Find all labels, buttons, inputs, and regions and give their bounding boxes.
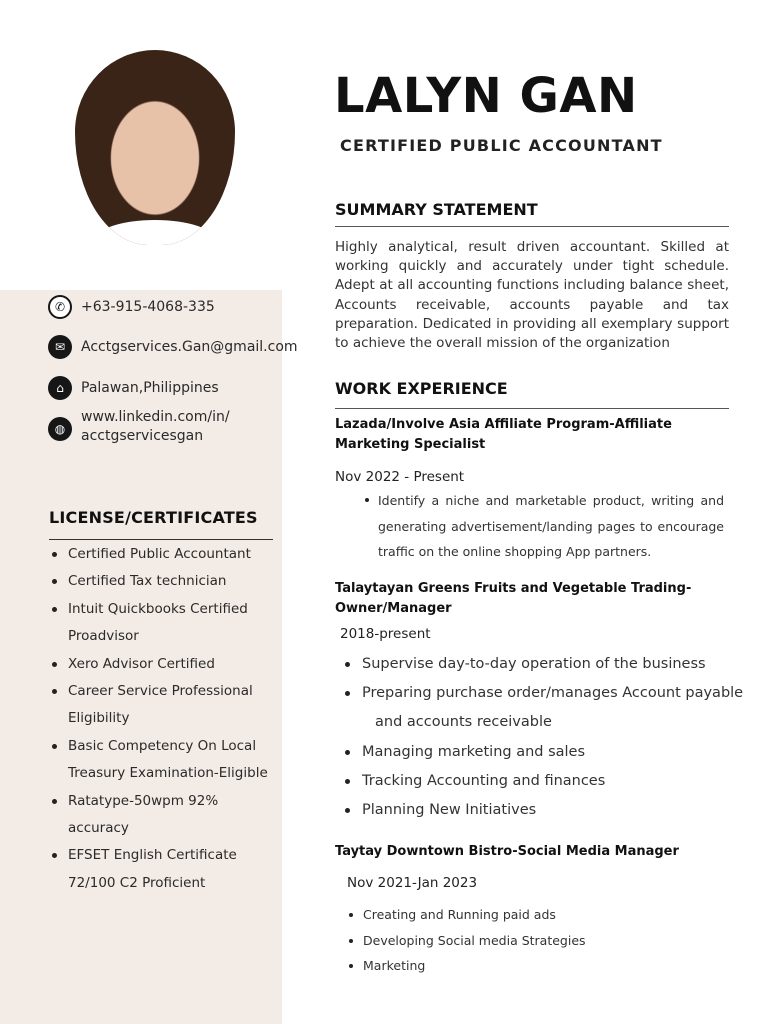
job-title: Talaytayan Greens Fruits and Vegetable Trading-Owner/Manager — [335, 581, 692, 616]
linkedin-text[interactable] — [81, 408, 296, 446]
summary-text: Highly analytical, result driven accountant. Skilled at working quickly and accurately under tight schedule. Adept at all accounting functions including balance sheet, Accounts receivable, accounts payable and tax preparation. Dedicated in providing all exemplary support to achieve the overall mission of the organization — [335, 239, 729, 352]
licenses-divider — [49, 539, 273, 540]
linkedin-line-1: www.linkedin.com/in/ — [81, 409, 230, 425]
profile-photo — [75, 50, 235, 245]
list-item: EFSET English Certificate 72/100 C2 Proficient — [49, 842, 281, 897]
list-item: Xero Advisor Certified — [49, 651, 281, 678]
summary-heading: SUMMARY STATEMENT — [335, 200, 538, 219]
list-item-text: Preparing purchase order/manages Account payable — [362, 685, 744, 702]
job-title: Lazada/Involve Asia Affiliate Program-Affiliate Marketing Specialist — [335, 417, 672, 452]
candidate-name: LALYN GAN — [334, 68, 638, 124]
experience-heading: WORK EXPERIENCE — [335, 379, 508, 398]
list-item: Managing marketing and sales — [341, 738, 751, 767]
job-bullets — [345, 902, 725, 979]
job-date: Nov 2022 - Present — [335, 469, 465, 485]
job-title: Taytay Downtown Bistro-Social Media Manager — [335, 844, 679, 859]
job-date: 2018-present — [340, 626, 431, 642]
job-bullets — [341, 650, 751, 825]
list-item — [341, 679, 751, 737]
list-item: Planning New Initiatives — [341, 796, 751, 825]
list-item: Tracking Accounting and finances — [341, 767, 751, 796]
mail-icon: ✉ — [48, 335, 72, 359]
list-item: Career Service Professional Eligibility — [49, 678, 281, 733]
list-item: Developing Social media Strategies — [345, 928, 725, 954]
location-text: Palawan,Philippines — [81, 380, 219, 396]
licenses-heading: LICENSE/CERTIFICATES — [49, 508, 258, 527]
linkedin-line-2: acctgservicesgan — [81, 428, 204, 444]
experience-divider — [335, 408, 729, 409]
photo-portrait — [75, 50, 235, 245]
list-item: Certified Public Accountant — [49, 541, 281, 568]
list-item: Certified Tax technician — [49, 568, 281, 595]
phone-icon: ✆ — [48, 295, 72, 319]
home-icon: ⌂ — [48, 376, 72, 400]
list-item: Creating and Running paid ads — [345, 902, 725, 928]
list-item: Identify a niche and marketable product, writing and generating advertisement/landing pages to encourage traffic on the online shopping App partners. — [360, 488, 724, 565]
list-item: Supervise day-to-day operation of the business — [341, 650, 751, 679]
list-item: Marketing — [345, 953, 725, 979]
list-item: Intuit Quickbooks Certified Proadvisor — [49, 596, 281, 651]
job-date: Nov 2021-Jan 2023 — [347, 875, 478, 891]
summary-divider — [335, 226, 729, 227]
list-item: Basic Competency On Local Treasury Examination-Eligible — [49, 733, 281, 788]
licenses-list — [49, 541, 281, 897]
globe-icon: ◍ — [48, 417, 72, 441]
list-item: Ratatype-50wpm 92% accuracy — [49, 788, 281, 843]
job-bullets — [360, 488, 724, 565]
email-text[interactable]: Acctgservices.Gan@gmail.com — [81, 339, 298, 355]
candidate-title: CERTIFIED PUBLIC ACCOUNTANT — [340, 136, 663, 155]
phone-text: +63-915-4068-335 — [81, 299, 215, 315]
list-item-continuation: and accounts receivable — [375, 714, 552, 731]
